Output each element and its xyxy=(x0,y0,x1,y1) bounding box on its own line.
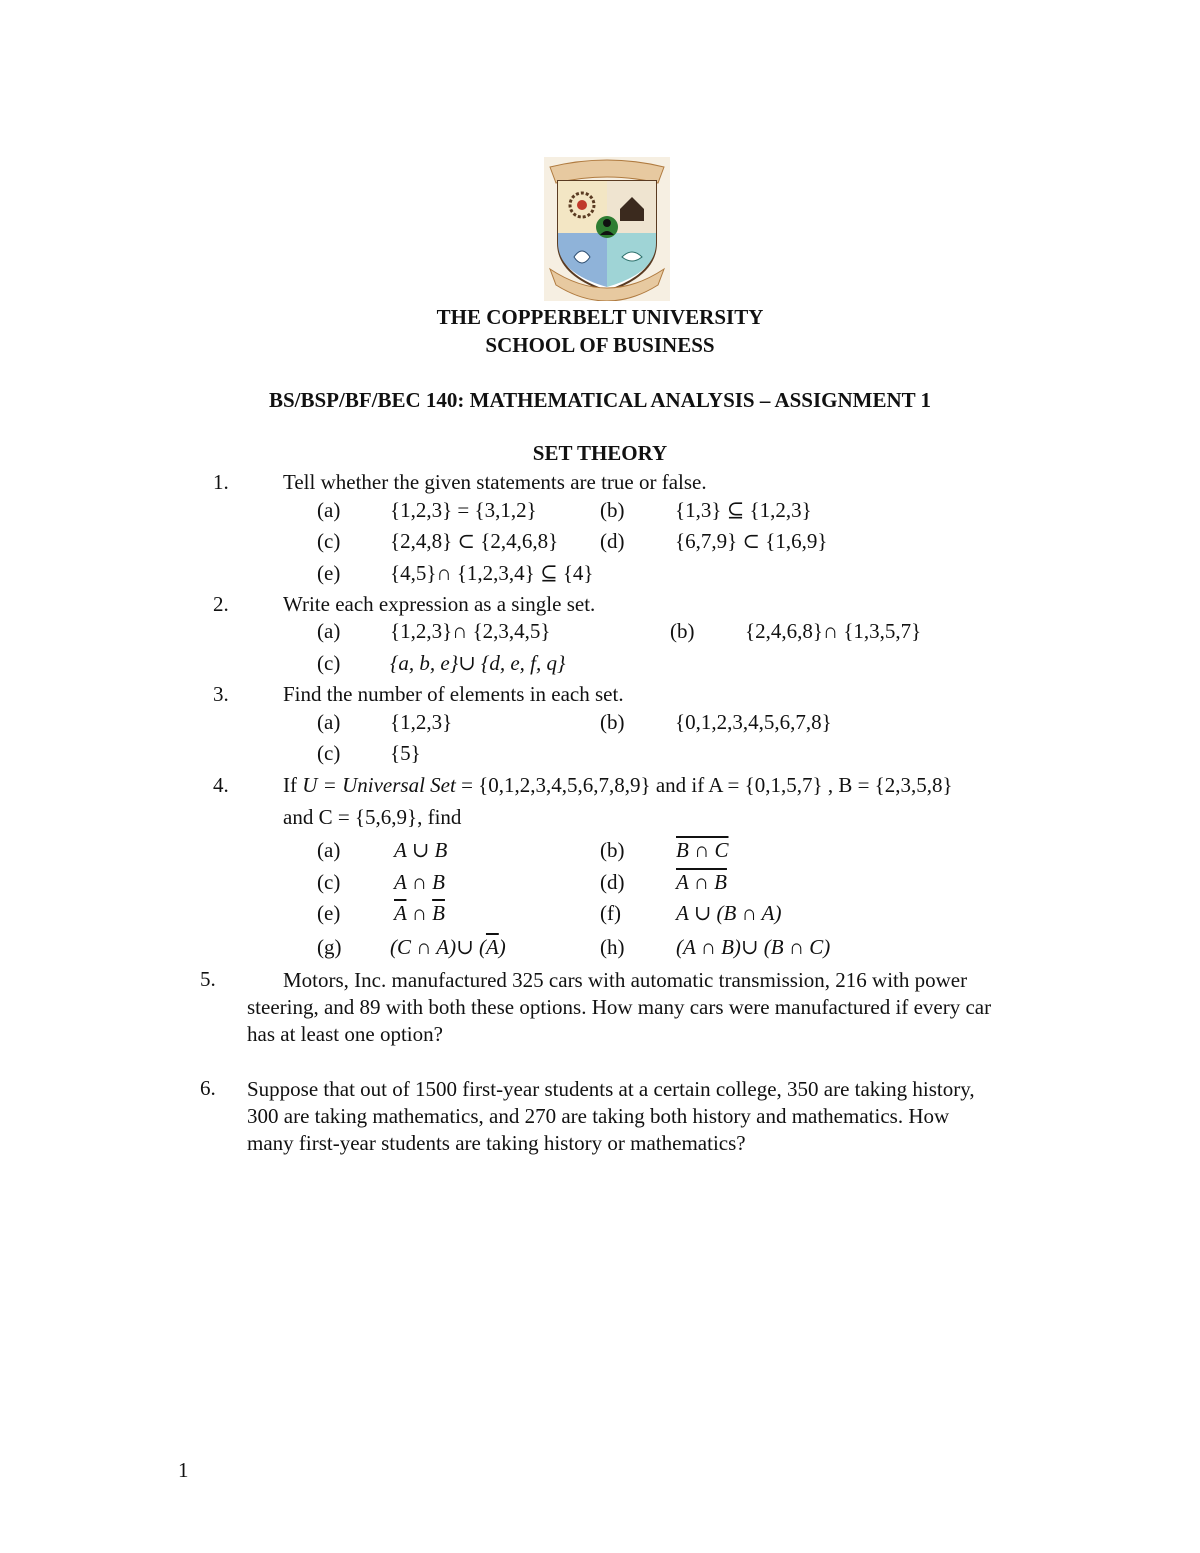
school-name: SCHOOL OF BUSINESS xyxy=(485,333,715,357)
q2-a-label: (a) xyxy=(317,619,341,643)
university-name: THE COPPERBELT UNIVERSITY xyxy=(436,305,764,329)
q1-b-label: (b) xyxy=(600,498,625,522)
q2-number: 2. xyxy=(213,592,229,616)
section-title: SET THEORY xyxy=(532,441,668,465)
q4-c-expr: A ∩ B xyxy=(394,870,445,894)
q2-c-label: (c) xyxy=(317,651,341,675)
q4-b-label: (b) xyxy=(600,838,625,862)
q4-h-label: (h) xyxy=(600,935,625,959)
q4-d-label: (d) xyxy=(600,870,625,894)
q3-b-expr: {0,1,2,3,4,5,6,7,8} xyxy=(675,710,832,734)
q1-a-label: (a) xyxy=(317,498,341,522)
q3-a-label: (a) xyxy=(317,710,341,734)
page-number: 1 xyxy=(178,1458,189,1482)
q2-text: Write each expression as a single set. xyxy=(283,592,596,616)
q4-g-label: (g) xyxy=(317,935,342,959)
q4-b-expr: B ∩ C xyxy=(676,838,729,862)
q4-g-expr: (C ∩ A)∪ $(\overline{A})$ xyxy=(390,935,506,959)
q1-e-expr: {4,5}∩ {1,2,3,4} ⊆ {4} xyxy=(390,561,594,585)
q4-h-expr: (A ∩ B)∪ (B ∩ C) xyxy=(676,935,831,959)
q3-number: 3. xyxy=(213,682,229,706)
q5-text: Motors, Inc. manufactured 325 cars with automatic transmission, 216 with power steering, and 89 with both these options. How many cars were manufactured if every car has at least one option? xyxy=(247,968,992,1046)
q1-d-expr: {6,7,9} ⊂ {1,6,9} xyxy=(675,529,828,553)
q4-line2: and C = {5,6,9}, find xyxy=(283,805,462,829)
q1-e-label: (e) xyxy=(317,561,341,585)
university-crest-logo xyxy=(544,157,670,301)
q1-c-label: (c) xyxy=(317,529,341,553)
course-title: BS/BSP/BF/BEC 140: MATHEMATICAL ANALYSIS – ASSIGNMENT 1 xyxy=(268,388,932,412)
q4-number: 4. xyxy=(213,773,229,797)
q4-f-label: (f) xyxy=(600,901,621,925)
q3-a-expr: {1,2,3} xyxy=(390,710,453,734)
q4-e-label: (e) xyxy=(317,901,341,925)
universal-set-symbol: U = Universal Set xyxy=(302,773,456,797)
q4-a-label: (a) xyxy=(317,838,341,862)
q2-c-expr: {a, b, e}∪ {d, e, f, q} xyxy=(390,651,566,675)
q3-c-expr: {5} xyxy=(390,741,421,765)
q1-text: Tell whether the given statements are true or false. xyxy=(283,470,707,494)
q1-c-expr: {2,4,8} ⊂ {2,4,6,8} xyxy=(390,529,559,553)
q4-f-expr: A ∪ (B ∩ A) xyxy=(676,901,782,925)
q1-b-expr: {1,3} ⊆ {1,2,3} xyxy=(675,498,812,522)
q2-a-expr: {1,2,3}∩ {2,3,4,5} xyxy=(390,619,551,643)
q5-number: 5. xyxy=(200,967,216,991)
q3-c-label: (c) xyxy=(317,741,341,765)
q4-c-label: (c) xyxy=(317,870,341,894)
q4-e-expr: $\overline{A}$ ∩ $\overline{B}$ xyxy=(394,901,445,925)
q4-d-expr: A ∩ B xyxy=(676,870,727,894)
q3-text: Find the number of elements in each set. xyxy=(283,682,624,706)
q4-a-expr: A ∪ B xyxy=(394,838,448,862)
q4-line1: If U = Universal Set = {0,1,2,3,4,5,6,7,8,9} and if A = {0,1,5,7} , B = {2,3,5,8} xyxy=(283,773,953,797)
q1-d-label: (d) xyxy=(600,529,625,553)
q3-b-label: (b) xyxy=(600,710,625,734)
q2-b-expr: {2,4,6,8}∩ {1,3,5,7} xyxy=(745,619,922,643)
q1-a-expr: {1,2,3} = {3,1,2} xyxy=(390,498,537,522)
q6-text: Suppose that out of 1500 first-year students at a certain college, 350 are taking history, 300 are taking mathematics, and 270 are taking both history and mathematics. How many first-year students are taking history or mathematics? xyxy=(247,1077,975,1155)
q6-number: 6. xyxy=(200,1076,216,1100)
q1-number: 1. xyxy=(213,470,229,494)
q2-b-label: (b) xyxy=(670,619,695,643)
